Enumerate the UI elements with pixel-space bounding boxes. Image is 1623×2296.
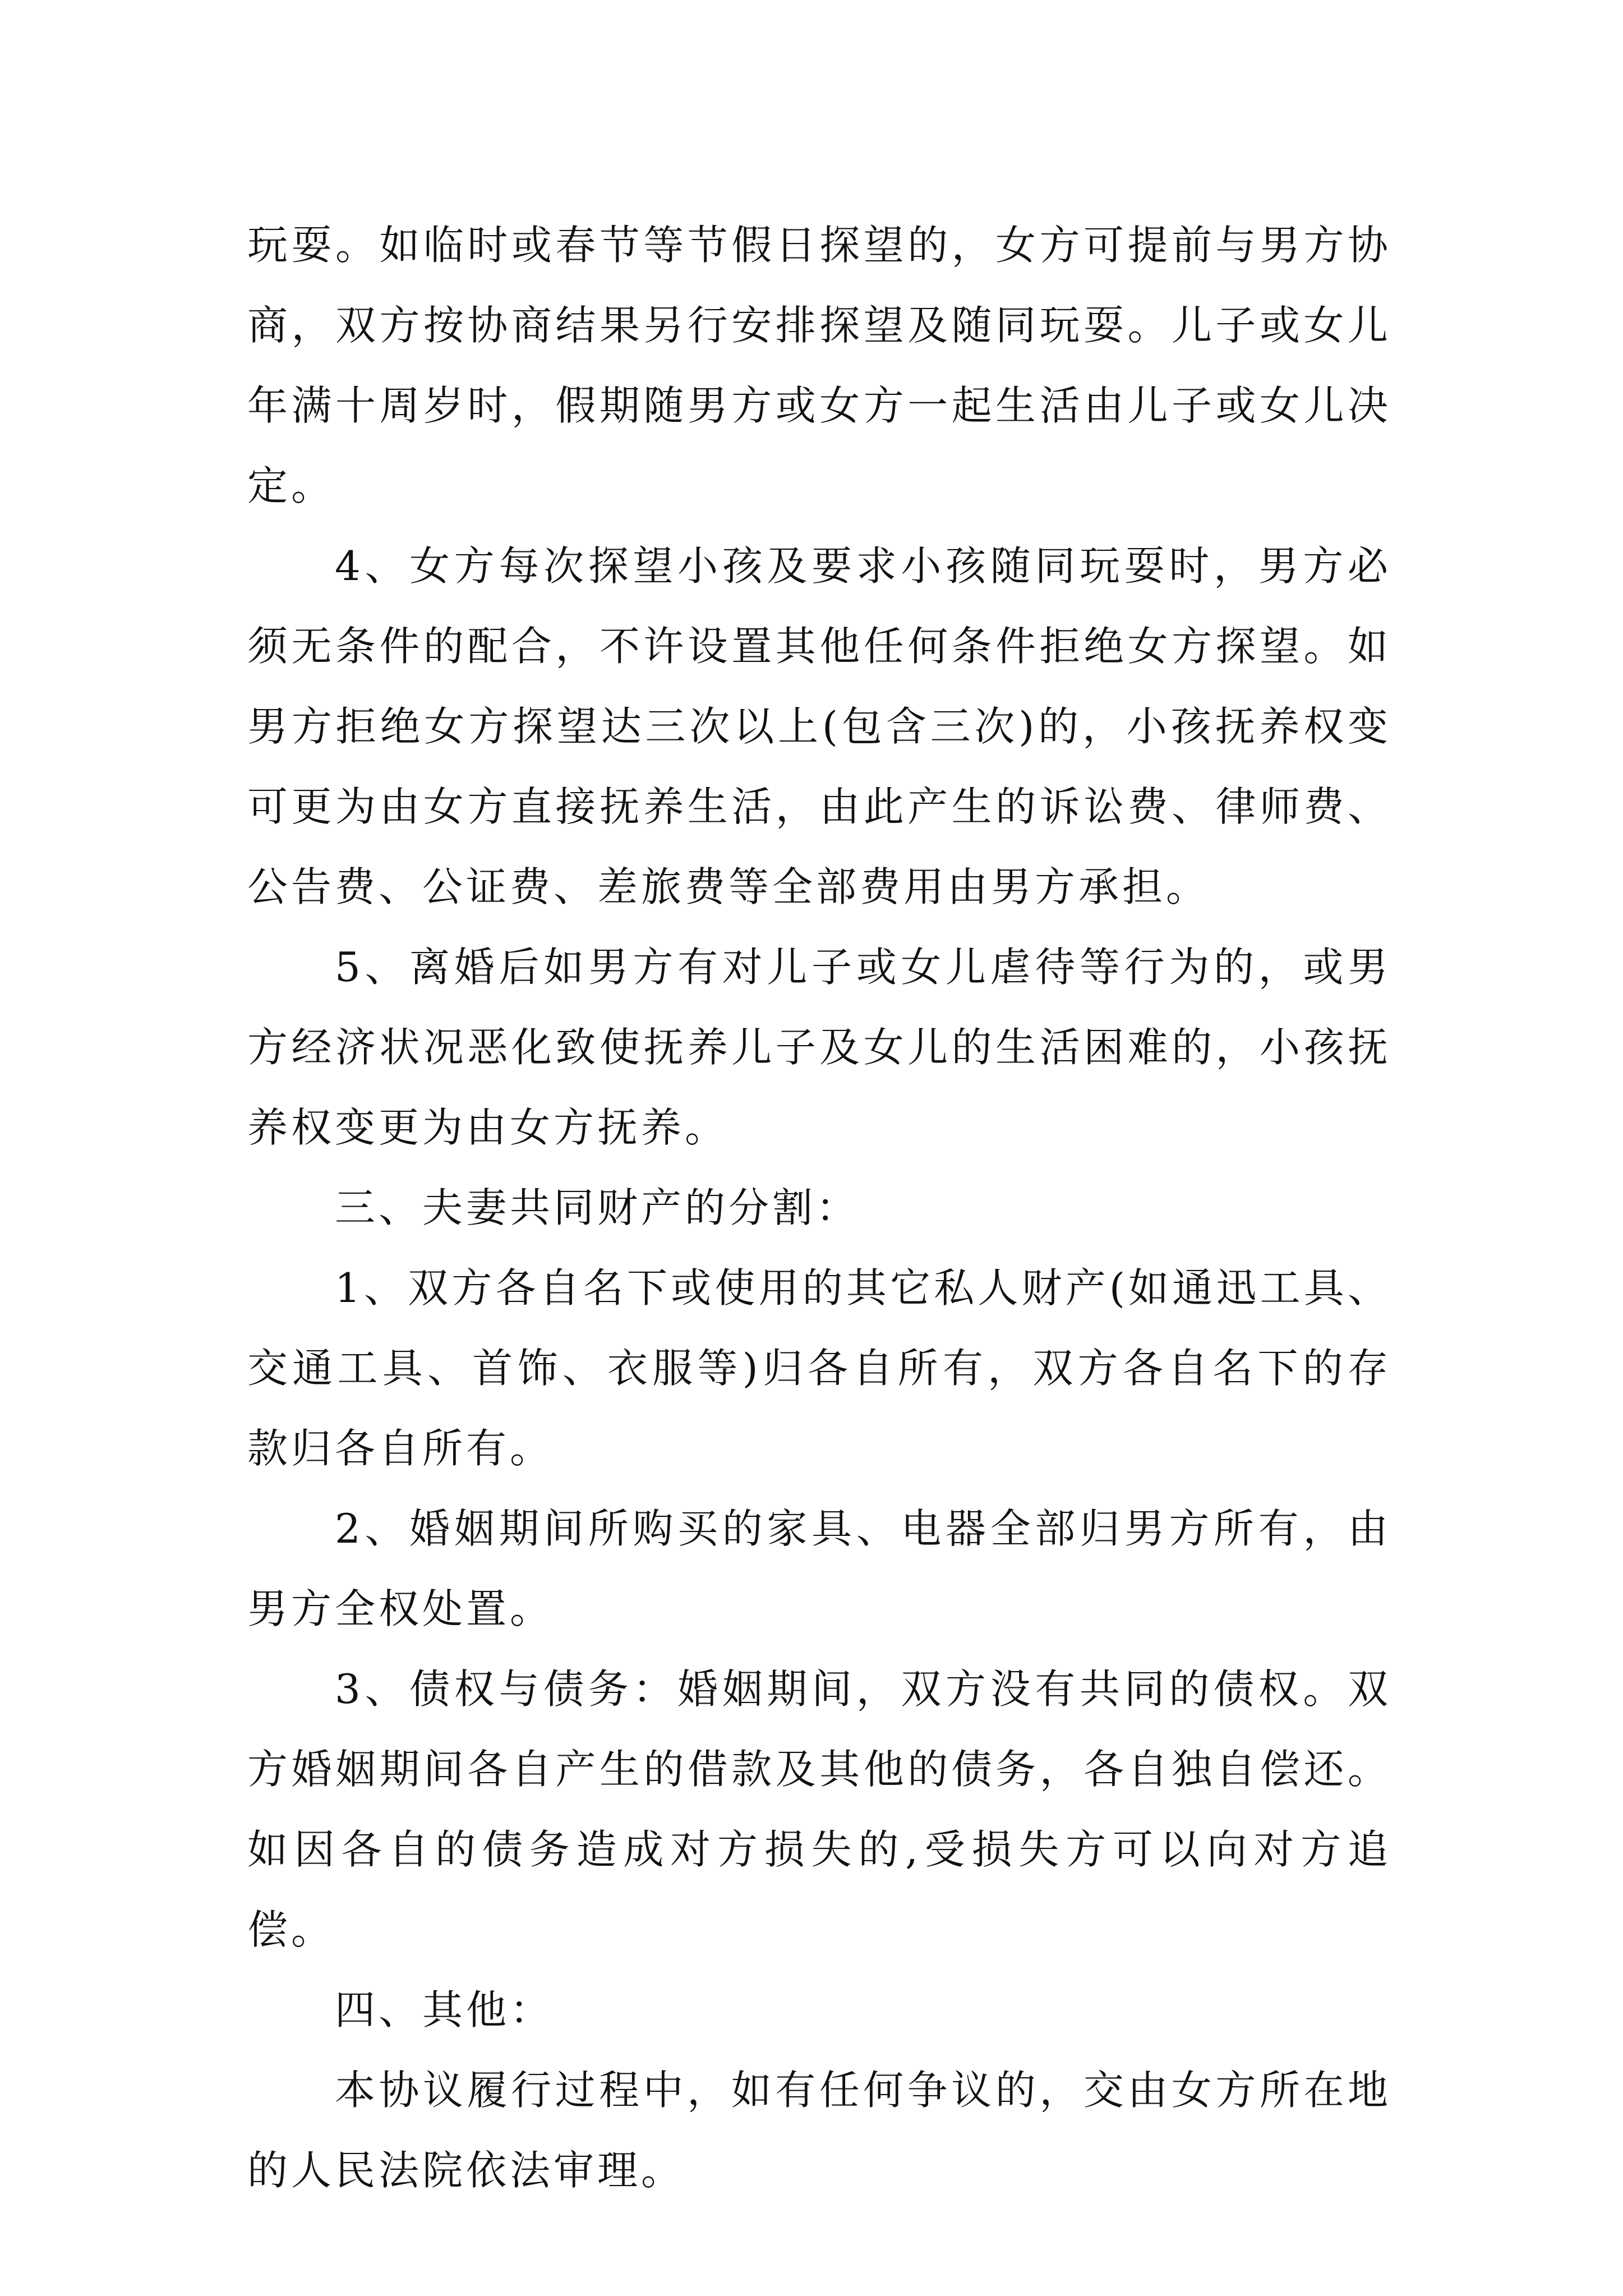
document-body <box>247 205 1391 2211</box>
paragraph-dispute-resolution: 本协议履行过程中，如有任何争议的，交由女方所在地的人民法院依法审理。 <box>247 2067 1391 2194</box>
paragraph-visitation-holidays: 玩耍。如临时或春节等节假日探望的，女方可提前与男方协商，双方按协商结果另行安排探望及随同玩耍。儿子或女儿年满十周岁时，假期随男方或女方一起生活由儿子或女儿决定。 <box>247 222 1391 509</box>
paragraph-clause-2-furniture-appliances: 2、婚姻期间所购买的家具、电器全部归男方所有，由男方全权处置。 <box>247 1505 1391 1632</box>
section-heading-other: 四、其他： <box>335 1986 554 2033</box>
paragraph-clause-3-debts: 3、债权与债务：婚姻期间，双方没有共同的债权。双方婚姻期间各自产生的借款及其他的债务，各自独自偿还。如因各自的债务造成对方损失的,受损失方可以向对方追偿。 <box>247 1665 1391 1953</box>
paragraph-clause-5-custody-change: 5、离婚后如男方有对儿子或女儿虐待等行为的，或男方经济状况恶化致使抚养儿子及女儿的生活困难的，小孩抚养权变更为由女方抚养。 <box>247 944 1391 1151</box>
paragraph-clause-1-personal-property: 1、双方各自名下或使用的其它私人财产(如通迅工具、交通工具、首饰、衣服等)归各自所有，双方各自名下的存款归各自所有。 <box>247 1264 1391 1472</box>
paragraph-clause-4-visitation-cooperation: 4、女方每次探望小孩及要求小孩随同玩耍时，男方必须无条件的配合，不许设置其他任何条件拒绝女方探望。如男方拒绝女方探望达三次以上(包含三次)的，小孩抚养权变可更为由女方直接抚养生活，由此产生的诉讼费、律师费、公告费、公证费、差旅费等全部费用由男方承担。 <box>247 542 1391 910</box>
section-heading-property-division: 三、夫妻共同财产的分割： <box>335 1184 860 1231</box>
